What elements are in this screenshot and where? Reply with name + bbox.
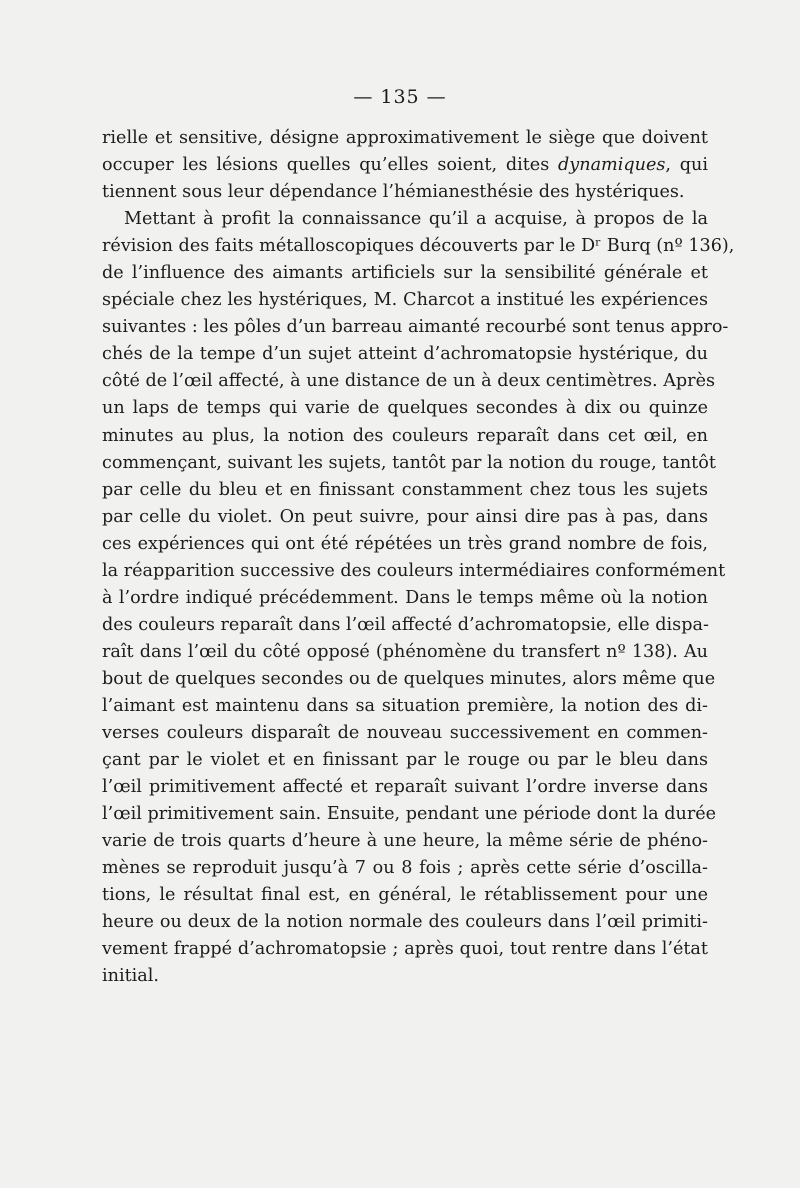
text-line: ces expériences qui ont été répétées un très grand nombre de fois,: [102, 533, 708, 554]
text-line: minutes au plus, la notion des couleurs reparaît dans cet œil, en: [102, 425, 708, 446]
text-line: Mettant à profit la connaissance qu’il a acquise, à propos de la: [124, 209, 708, 230]
text-line: des couleurs reparaît dans l’œil affecté d’achromatopsie, elle dispa-: [102, 614, 709, 635]
text-line: tions, le résultat final est, en général, le rétablissement pour une: [102, 885, 708, 906]
text-line: mènes se reproduit jusqu’à 7 ou 8 fois ; après cette série d’oscilla-: [102, 858, 708, 879]
page-number: — 135 —: [353, 86, 447, 108]
text-line: côté de l’œil affecté, à une distance de un à deux centimètres. Après: [102, 371, 716, 392]
text-line: chés de la tempe d’un sujet atteint d’achromatopsie hystérique, du: [102, 344, 708, 365]
line-part: occuper les lésions quelles qu’elles soient, dites: [102, 155, 559, 176]
text-line: spéciale chez les hystériques, M. Charcot a institué les expériences: [102, 290, 708, 311]
text-line: varie de trois quarts d’heure à une heure, la même série de phéno-: [102, 831, 708, 852]
page-body: [102, 125, 735, 991]
text-line: tiennent sous leur dépendance l’hémianesthésie des hystériques.: [102, 182, 685, 203]
text-line: verses couleurs disparaît de nouveau successivement en commen-: [102, 723, 708, 744]
text-line: raît dans l’œil du côté opposé (phénomène du transfert nº 138). Au: [102, 641, 708, 662]
text-line: vement frappé d’achromatopsie ; après quoi, tout rentre dans l’état: [102, 939, 708, 960]
paragraph-2: [102, 206, 735, 990]
text-line: un laps de temps qui varie de quelques secondes à dix ou quinze: [102, 398, 708, 419]
text-line: initial.: [102, 966, 159, 987]
text-line: à l’ordre indiqué précédemment. Dans le temps même où la notion: [102, 587, 708, 608]
text-line: commençant, suivant les sujets, tantôt par la notion du rouge, tantôt: [102, 452, 716, 473]
line-part: , qui: [665, 155, 709, 176]
text-line: de l’influence des aimants artificiels sur la sensibilité générale et: [102, 263, 708, 284]
text-line: l’œil primitivement sain. Ensuite, pendant une période dont la durée: [102, 804, 717, 825]
text-line: par celle du bleu et en finissant constamment chez tous les sujets: [102, 479, 708, 500]
text-line: révision des faits métalloscopiques découverts par le Dʳ Burq (nº 136),: [102, 236, 735, 257]
text-line: bout de quelques secondes ou de quelques minutes, alors même que: [102, 668, 716, 689]
text-line: heure ou deux de la notion normale des couleurs dans l’œil primiti-: [102, 912, 708, 933]
paragraph-1: [102, 125, 708, 206]
text-line: çant par le violet et en finissant par le rouge ou par le bleu dans: [102, 750, 708, 771]
text-line: l’aimant est maintenu dans sa situation première, la notion des di-: [102, 695, 708, 716]
text-line: l’œil primitivement affecté et reparaît suivant l’ordre inverse dans: [102, 777, 708, 798]
text-line-with-italic: [102, 152, 708, 179]
text-line: la réapparition successive des couleurs intermédiaires conformément: [102, 560, 726, 581]
italic-term: dynamiques: [558, 155, 666, 176]
text-line: rielle et sensitive, désigne approximativement le siège que doivent: [102, 128, 708, 148]
text-line: par celle du violet. On peut suivre, pour ainsi dire pas à pas, dans: [102, 506, 708, 527]
text-line: suivantes : les pôles d’un barreau aimanté recourbé sont tenus appro-: [102, 317, 729, 338]
